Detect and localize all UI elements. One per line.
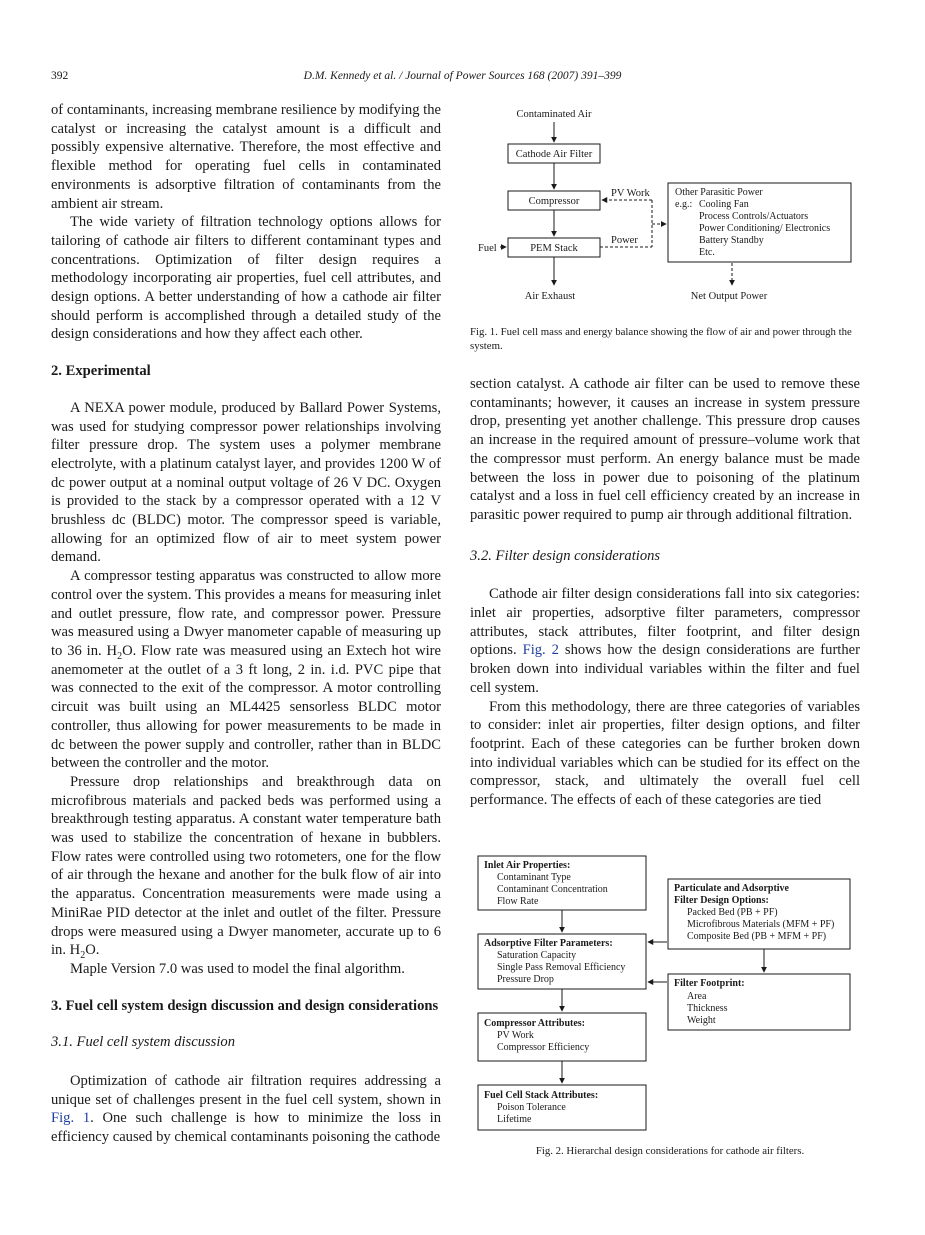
parasitic-item: Cooling Fan [699, 199, 749, 210]
figure-1 [470, 100, 870, 310]
section-heading-design: 3. Fuel cell system design discussion and design considerations [51, 997, 439, 1014]
paragraph: A compressor testing apparatus was constructed to allow more control over the system. This provides a means for measuring inlet and outlet pressure, flow rate, and compressor power. Pressure was measured using a Dwyer manometer capable of measuring up to 36 in. $H_2O$. Flow rate was measured using an Extech hot wire anemometer at the outlet of a 3 ft long, 2 in. i.d. PVC pipe that was connected to the exit of the compressor. A motor controlling circuit was built using an ML4425 sensorless BLDC motor controller, thus allowing for power measurements to be made in dc between the power supply and controller, rather than in BLDC between the controller and the motor. [51, 568, 441, 772]
pv-work-label: PV Work [611, 188, 650, 199]
adsorptive-title: Adsorptive Filter Parameters: [484, 938, 613, 949]
fuel-label: Fuel [478, 243, 497, 254]
left-column [51, 101, 441, 1147]
power-label: Power [611, 235, 638, 246]
figure-1-caption: Fig. 1. Fuel cell mass and energy balance showing the flow of air and power through the system. [470, 326, 852, 352]
inlet-item: Contaminant Concentration [497, 884, 608, 895]
parasitic-title: Other Parasitic Power [675, 187, 763, 198]
parasitic-item: Battery Standby [699, 235, 764, 246]
stack-attributes-item: Poison Tolerance [497, 1102, 566, 1113]
paragraph: of contaminants, increasing membrane resilience by modifying the catalyst or increasing the catalyst amount is a difficult and possibly expensive alternative. Therefore, the most effective and flexible method for operating fuel cells in contaminated environments is adsorptive filtration of contaminants from the ambient air stream. [51, 102, 441, 212]
compressor-attributes-item: PV Work [497, 1030, 534, 1041]
parasitic-item: Etc. [699, 247, 715, 258]
section-heading-experimental: 2. Experimental [51, 363, 151, 380]
contaminated-air-label: Contaminated Air [516, 109, 592, 120]
inlet-title: Inlet Air Properties: [484, 860, 571, 871]
filter-options-title: Filter Design Options: [674, 895, 769, 906]
footprint-item: Weight [687, 1015, 716, 1026]
adsorptive-item: Saturation Capacity [497, 950, 577, 961]
filter-options-item: Packed Bed (PB + PF) [687, 907, 778, 918]
figure-2 [470, 852, 870, 1134]
compressor-label: Compressor [528, 196, 580, 207]
paragraph: A NEXA power module, produced by Ballard Power Systems, was used for studying compressor power relationships involving filter pressure drop. The system uses a polymer membrane electrolyte, with a platinum catalyst layer, and provides 1200 W of dc power output at a nominal output voltage of 26 V DC. Oxygen is provided to the stack by a compressor operated with a 12 V brushless dc (BLDC) motor. The compressor speed is variable, allowing for an optimized flow of air to meet system power demand. [51, 399, 441, 566]
inlet-item: Flow Rate [497, 896, 539, 907]
filter-options-item: Composite Bed (PB + MFM + PF) [687, 931, 827, 942]
filter-options-title: Particulate and Adsorptive [674, 883, 789, 894]
stack-attributes-item: Lifetime [497, 1114, 532, 1125]
paragraph: The wide variety of filtration technology options allows for tailoring of cathode air filters to different contaminant types and concentrations. Optimization of filter design requires a methodology incorporating air properties, fuel cell attributes, and design options. A better understanding of how a cathode air filter should perform is accomplished through a detailed study of the design considerations and how they affect each other. [51, 214, 441, 343]
parasitic-eg: e.g.: [675, 199, 693, 210]
pem-stack-label: PEM Stack [530, 243, 578, 254]
paragraph: Maple Version 7.0 was used to model the final algorithm. [70, 960, 405, 977]
compressor-attributes-title: Compressor Attributes: [484, 1018, 586, 1029]
inlet-item: Contaminant Type [497, 872, 571, 883]
paragraph: Pressure drop relationships and breakthrough data on microfibrous materials and packed beds was performed using a breakthrough testing apparatus. A constant water temperature bath was used to stabilize the concentration of hexane in bubblers. Flow rates were controlled using two rotometers, one for the flow of air through the hexane and another for the bulk flow of air into the apparatus. Concentration measurements were made using a MiniRae PID detector at the inlet and outlet of the filter. Pressure drops were measured using a Dwyer manometer, accurate up to 6 in. $H_2O$. [51, 773, 441, 962]
fig1-link[interactable]: Fig. 1 [51, 1110, 91, 1127]
footprint-item: Area [687, 991, 707, 1002]
net-output-label: Net Output Power [690, 291, 768, 302]
parasitic-item: Power Conditioning/ Electronics [699, 223, 831, 234]
subsection-heading-system: 3.1. Fuel cell system discussion [51, 1034, 236, 1051]
page-number: 392 [51, 70, 69, 82]
adsorptive-item: Pressure Drop [497, 974, 554, 985]
compressor-attributes-item: Compressor Efficiency [497, 1042, 590, 1053]
paragraph: section catalyst. A cathode air filter can be used to remove these contaminants; however, it causes an increase in system pressure drop, presenting yet another challenge. This pressure drop causes an increase in the required amount of pressure–volume work that the compressor must perform. An energy balance must be made between the loss in power due to poisoning of the platinum catalyst and a loss in fuel cell efficiency created by an increase in parasitic power required to pump air through additional filtration. [470, 376, 860, 523]
parasitic-item: Process Controls/Actuators [699, 211, 809, 222]
adsorptive-item: Single Pass Removal Efficiency [497, 962, 626, 973]
paragraph: Optimization of cathode air filtration requires addressing a unique set of challenges present in the fuel cell system, shown in Fig. 1. One such challenge is how to minimize the loss in efficiency caused by chemical contaminants poisoning the cathode [51, 1073, 441, 1146]
right-column [470, 375, 860, 810]
footprint-title: Filter Footprint: [674, 978, 745, 989]
figure-2-caption: Fig. 2. Hierarchal design considerations for cathode air filters. [535, 1145, 805, 1157]
fig2-link[interactable]: Fig. 2 [522, 642, 559, 659]
paragraph: From this methodology, there are three categories of variables to consider: inlet air properties, filter design options, and filter footprint. Each of these categories can be further broken down into individual variables which can be studied for its effect on the compressor, stack, and ultimately the overall fuel cell performance. The effects of each of these categories are tied [470, 698, 860, 809]
running-header: D.M. Kennedy et al. / Journal of Power Sources 168 (2007) 391–399 [303, 70, 622, 82]
cathode-filter-label: Cathode Air Filter [515, 149, 593, 160]
air-exhaust-label: Air Exhaust [524, 291, 576, 302]
stack-attributes-title: Fuel Cell Stack Attributes: [484, 1090, 599, 1101]
footprint-item: Thickness [687, 1003, 728, 1014]
subsection-heading-filter: 3.2. Filter design considerations [470, 547, 661, 564]
paragraph: Cathode air filter design considerations fall into six categories: inlet air properties, adsorptive filter parameters, compressor attributes, stack attributes, filter footprint, and filter design options. Fig. 2 shows how the design considerations are further broken down into individual variables within the filter and fuel cell system. [470, 586, 860, 696]
filter-options-item: Microfibrous Materials (MFM + PF) [687, 919, 835, 930]
